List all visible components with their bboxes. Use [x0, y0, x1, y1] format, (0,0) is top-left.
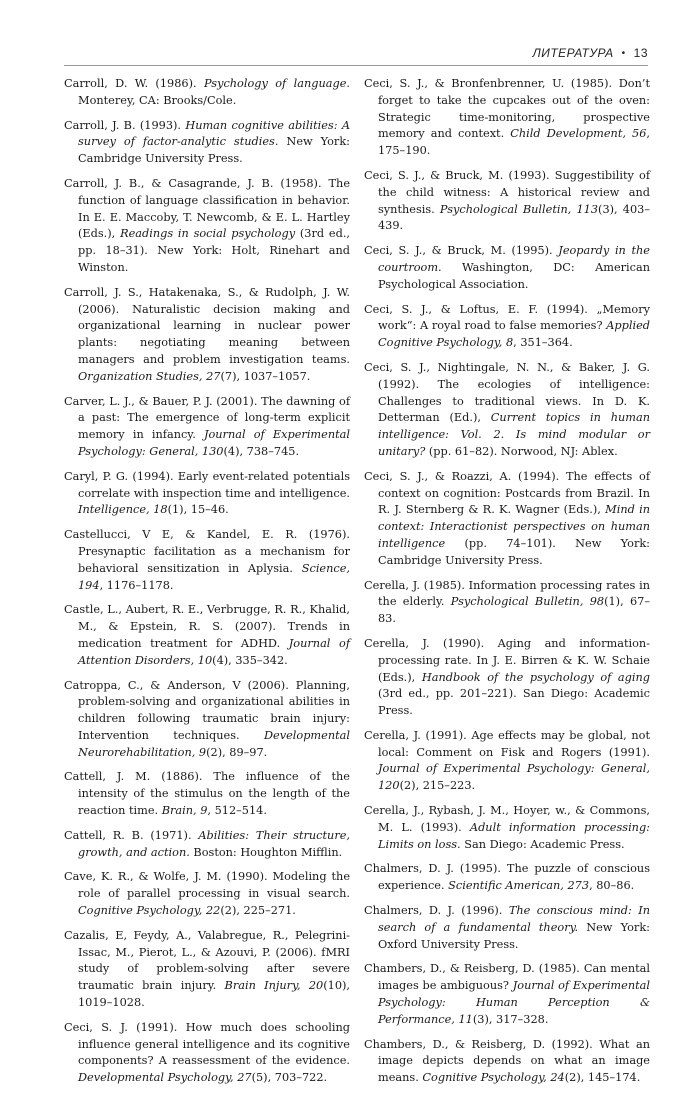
- reference-entry: [364, 803, 650, 853]
- reference-entry: [364, 76, 650, 160]
- reference-text: Chambers, D., & Reisberg, D. (1985). Can mental images be ambiguous?: [364, 962, 650, 993]
- reference-text: Carroll, J. B. (1993).: [64, 118, 186, 132]
- reference-details: Boston: Houghton Mifflin.: [189, 845, 343, 859]
- reference-title: Brain Injury, 20: [224, 979, 324, 993]
- left-column: [64, 76, 350, 1095]
- reference-columns: [64, 76, 650, 1095]
- reference-entry: [364, 903, 650, 953]
- reference-details: , 80–86.: [589, 879, 635, 893]
- reference-title: Abilities: Their structure, growth, and action.: [78, 828, 350, 859]
- reference-entry: [64, 176, 350, 277]
- reference-text: Catroppa, C., & Anderson, V (2006). Planning, problem-solving and organizational abilities in children following traumatic brain injury: Intervention techniques.: [64, 678, 350, 742]
- reference-details: (2), 215–223.: [399, 779, 476, 793]
- reference-title: Adult information processing: Limits on loss.: [378, 820, 650, 851]
- reference-text: Chalmers, D. J. (1996).: [364, 904, 509, 918]
- reference-title: Science, 194: [78, 561, 350, 592]
- reference-text: Carroll, J. B., & Casagrande, J. B. (1958). The function of language classification in behavior. In E. E. Maccoby, T. Newcomb, & E. L. Hartley (Eds.),: [64, 176, 350, 241]
- reference-title: Journal of Experimental Psychology: General, 130: [78, 428, 350, 458]
- reference-entry: [64, 527, 350, 594]
- reference-text: Cerella, J. (1985). Information processing rates in the elderly.: [364, 578, 650, 609]
- right-column: [364, 76, 650, 1095]
- reference-entry: [64, 1020, 350, 1087]
- reference-entry: [64, 869, 350, 919]
- reference-text: Ceci, S. J., Nightingale, N. N., & Baker, J. G. (1992). The ecologies of intelligence: Challenges to traditional views. In D. K. Detterman (Ed.),: [364, 360, 650, 425]
- reference-details: New York: Oxford University Press.: [378, 920, 650, 951]
- reference-text: Cerella, J. (1990). Aging and information-processing rate. In J. E. Birren & K. W. Schaie (Eds.),: [364, 636, 650, 684]
- reference-title: Handbook of the psychology of aging: [421, 670, 650, 684]
- header-bullet: •: [621, 47, 626, 59]
- reference-details: (1), 67–83.: [378, 595, 650, 626]
- reference-text: Chambers, D., & Reisberg, D. (1992). What an image depicts depends on what an image means.: [364, 1037, 650, 1085]
- reference-title: Organization Studies, 27: [78, 369, 221, 383]
- reference-entry: [364, 861, 650, 895]
- reference-details: (2), 225–271.: [220, 904, 296, 918]
- reference-title: Current topics in human intelligence: Vol. 2. Is mind modular or unitary?: [378, 411, 650, 458]
- reference-details: New York: Cambridge University Press.: [78, 135, 350, 166]
- reference-title: Cognitive Psychology, 24: [422, 1071, 565, 1085]
- reference-entry: [364, 168, 650, 235]
- reference-entry: [364, 302, 650, 352]
- reference-entry: [364, 360, 650, 461]
- reference-title: Developmental Neurorehabilitation, 9: [78, 728, 350, 759]
- reference-title: Human cognitive abilities: A survey of factor-analytic studies.: [78, 118, 351, 149]
- reference-title: Cognitive Psychology, 22: [78, 904, 221, 918]
- reference-details: (10), 1019–1028.: [78, 979, 350, 1010]
- header-rule: [64, 65, 648, 66]
- reference-title: Psychological Bulletin, 113: [439, 202, 599, 216]
- reference-text: Cazalis, E, Feydy, A., Valabregue, R., Pelegrini-Issac, M., Pierot, L., & Azouvi, P. (2006). fMRI study of problem-solving after severe traumatic brain injury.: [64, 928, 350, 993]
- reference-entry: [64, 118, 350, 168]
- reference-text: Ceci, S. J., & Roazzi, A. (1994). The effects of context on cognition: Postcards from Brazil. In R. J. Sternberg & R. K. Wagner (Eds.),: [364, 469, 650, 517]
- reference-entry: [64, 678, 350, 762]
- reference-title: Journal of Experimental Psychology: Human Perception & Performance, 11: [378, 979, 650, 1026]
- reference-text: Castellucci, V E, & Kandel, E. R. (1976). Presynaptic facilitation as a mechanism for behavioral sensitization in Aplysia.: [64, 528, 350, 575]
- reference-title: Developmental Psychology, 27: [78, 1071, 252, 1085]
- reference-details: (3rd ed., pp. 201–221). San Diego: Academic Press.: [378, 687, 650, 718]
- reference-details: , 512–514.: [207, 804, 267, 818]
- page-number: 13: [633, 46, 648, 60]
- reference-entry: [64, 285, 350, 386]
- reference-text: Ceci, S. J., & Bruck, M. (1995).: [364, 244, 559, 258]
- reference-entry: [64, 769, 350, 819]
- reference-title: Jeopardy in the courtroom.: [378, 244, 650, 274]
- reference-title: The conscious mind: In search of a fundamental theory.: [378, 904, 650, 934]
- reference-details: , 175–190.: [378, 127, 650, 158]
- reference-text: Ceci, S. J. (1991). How much does schooling influence general intelligence and its cognitive components? A reassessment of the evidence.: [64, 1020, 350, 1068]
- reference-title: Intelligence, 18: [78, 503, 168, 517]
- reference-title: Journal of Attention Disorders, 10: [78, 636, 350, 667]
- reference-details: (2), 89–97.: [206, 745, 268, 759]
- reference-entry: [64, 602, 350, 669]
- reference-title: Applied Cognitive Psychology, 8: [378, 319, 650, 350]
- reference-entry: [64, 928, 350, 1012]
- reference-text: Cattell, R. B. (1971).: [64, 828, 199, 842]
- running-header: [533, 46, 648, 60]
- reference-details: (3), 403–439.: [378, 202, 650, 233]
- reference-text: Castle, L., Aubert, R. E., Verbrugge, R. R., Khalid, M., & Epstein, R. S. (2007). Trends in medication treatment for ADHD.: [64, 603, 350, 650]
- reference-text: Carroll, J. S., Hatakenaka, S., & Rudolph, J. W. (2006). Naturalistic decision making and organizational learning in nuclear power plants: negotiating meaning between managers and problem investigation teams.: [64, 285, 350, 366]
- reference-details: (3), 317–328.: [472, 1012, 549, 1026]
- reference-text: Ceci, S. J., & Bruck, M. (1993). Suggestibility of the child witness: A historical review and synthesis.: [364, 168, 650, 216]
- reference-title: Journal of Experimental Psychology: General, 120: [378, 762, 650, 793]
- reference-entry: [364, 961, 650, 1028]
- reference-details: (4), 738–745.: [223, 444, 300, 458]
- reference-entry: [364, 243, 650, 293]
- reference-entry: [64, 76, 350, 110]
- reference-details: San Diego: Academic Press.: [460, 837, 625, 851]
- reference-entry: [64, 394, 350, 461]
- reference-title: Scientific American, 273: [448, 879, 590, 893]
- reference-details: (pp. 74–101). New York: Cambridge University Press.: [378, 536, 650, 567]
- reference-text: Caryl, P. G. (1994). Early event-related potentials correlate with inspection time and intelligence.: [64, 469, 350, 500]
- reference-entry: [364, 636, 650, 720]
- reference-title: Mind in context: Interactionist perspectives on human intelligence: [378, 503, 650, 550]
- reference-title: Psychological Bulletin, 98: [450, 595, 605, 609]
- reference-details: , 351–364.: [513, 336, 573, 350]
- reference-entry: [64, 828, 350, 862]
- reference-title: Child Development, 56: [510, 127, 647, 141]
- reference-entry: [64, 469, 350, 519]
- reference-text: Carroll, D. W. (1986).: [64, 77, 204, 90]
- reference-details: (4), 335–342.: [212, 653, 288, 667]
- reference-details: Washington, DC: American Psychological Association.: [378, 260, 650, 291]
- reference-details: (pp. 61–82). Norwood, NJ: Ablex.: [425, 444, 618, 458]
- reference-text: Cerella, J., Rybash, J. M., Hoyer, w., & Commons, M. L. (1993).: [364, 804, 650, 834]
- reference-text: Ceci, S. J., & Loftus, E. F. (1994). „Memory work“: A royal road to false memories?: [364, 302, 650, 333]
- reference-entry: [364, 1037, 650, 1087]
- reference-details: (1), 15–46.: [167, 503, 229, 517]
- reference-text: Cave, K. R., & Wolfe, J. M. (1990). Modeling the role of parallel processing in visual search.: [64, 870, 350, 901]
- reference-details: Monterey, CA: Brooks/Cole.: [78, 93, 237, 107]
- reference-details: , 1176–1178.: [99, 578, 174, 592]
- reference-title: Readings in social psychology: [120, 227, 296, 241]
- reference-entry: [364, 578, 650, 628]
- reference-details: (5), 703–722.: [251, 1071, 328, 1085]
- reference-text: Cattell, J. M. (1886). The influence of the intensity of the stimulus on the length of the reaction time.: [64, 770, 350, 818]
- reference-details: (7), 1037–1057.: [220, 369, 311, 383]
- reference-text: Chalmers, D. J. (1995). The puzzle of conscious experience.: [364, 862, 650, 893]
- reference-entry: [364, 728, 650, 795]
- reference-title: Brain, 9: [161, 804, 208, 818]
- reference-text: Ceci, S. J., & Bronfenbrenner, U. (1985). Don’t forget to take the cupcakes out of the oven: Strategic time-monitoring, prospective memory and context.: [364, 77, 650, 141]
- reference-details: (2), 145–174.: [564, 1071, 641, 1085]
- reference-entry: [364, 469, 650, 570]
- reference-text: Cerella, J. (1991). Age effects may be global, not local: Comment on Fisk and Rogers (1991).: [364, 728, 650, 759]
- reference-title: Psychology of language.: [203, 77, 350, 90]
- reference-text: Carver, L. J., & Bauer, P. J. (2001). The dawning of a past: The emergence of long-term explicit memory in infancy.: [64, 394, 350, 442]
- reference-details: (3rd ed., pp. 18–31). New York: Holt, Rinehart and Winston.: [78, 227, 350, 274]
- section-title: ЛИТЕРАТУРА: [532, 46, 614, 60]
